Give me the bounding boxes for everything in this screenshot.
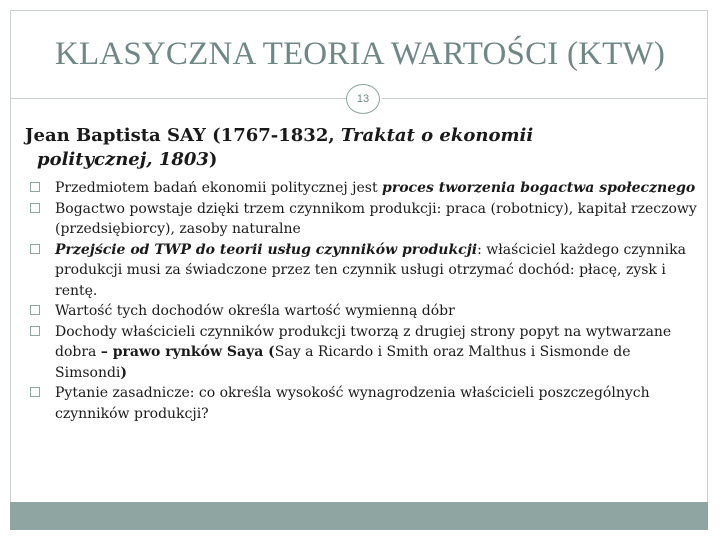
square-bullet-icon: [30, 244, 40, 254]
list-item: [30, 322, 700, 384]
bullet-list: [30, 178, 700, 424]
heading-work-title-cont: politycznej, 1803: [37, 149, 209, 170]
bullet-text: : właściciel każdego czynnika produkcji musi za świadczone przez ten czynnik usługi otrzymać dochód: płacę, zysk i rentę.: [55, 241, 686, 299]
bullet-emphasis: ): [120, 364, 128, 381]
title-divider-right: [382, 98, 708, 99]
square-bullet-icon: [30, 326, 40, 336]
square-bullet-icon: [30, 203, 40, 213]
square-bullet-icon: [30, 305, 40, 315]
bullet-text: Przedmiotem badań ekonomii politycznej jest: [55, 180, 383, 196]
bullet-text: Pytanie zasadnicze: co określa wysokość wynagrodzenia właścicieli poszczególnych czynników produkcji?: [55, 385, 650, 422]
bullet-emphasis: proces tworzenia bogactwa społecznego: [382, 180, 696, 196]
title-divider-left: [10, 98, 346, 99]
slide-title: KLASYCZNA TEORIA WARTOŚCI (KTW): [54, 36, 666, 72]
bullet-emphasis: Przejście od TWP do teorii usług czynników produkcji: [55, 241, 478, 258]
bullet-text: Bogactwo powstaje dzięki trzem czynnikom produkcji: praca (robotnicy), kapitał rzeczowy (przedsiębiorcy), zasoby naturalne: [55, 200, 697, 237]
list-item: [30, 178, 700, 199]
bullet-emphasis: – prawo rynków Saya (: [100, 344, 275, 360]
list-item: [30, 301, 700, 322]
bullet-text: Wartość tych dochodów określa wartość wymienną dóbr: [55, 303, 455, 319]
list-item: [30, 240, 700, 302]
heading-author: Jean Baptista SAY (1767-1832,: [25, 125, 341, 146]
heading-work-title: Traktat o ekonomii: [340, 125, 534, 146]
list-item: [30, 383, 700, 424]
footer-bar: [10, 502, 708, 530]
square-bullet-icon: [30, 182, 40, 192]
square-bullet-icon: [30, 387, 40, 397]
bullet-text: Dochody właścicieli czynników produkcji tworzą z drugiej strony popyt na wytwarzane dobra: [55, 323, 672, 360]
bullet-text: Say a Ricardo i Smith oraz Malthus i Sismonde de Simsondi: [55, 344, 631, 381]
list-item: [30, 199, 700, 240]
page-number-badge: 13: [346, 84, 380, 114]
heading-close: ): [208, 149, 218, 170]
section-heading: [25, 124, 685, 172]
